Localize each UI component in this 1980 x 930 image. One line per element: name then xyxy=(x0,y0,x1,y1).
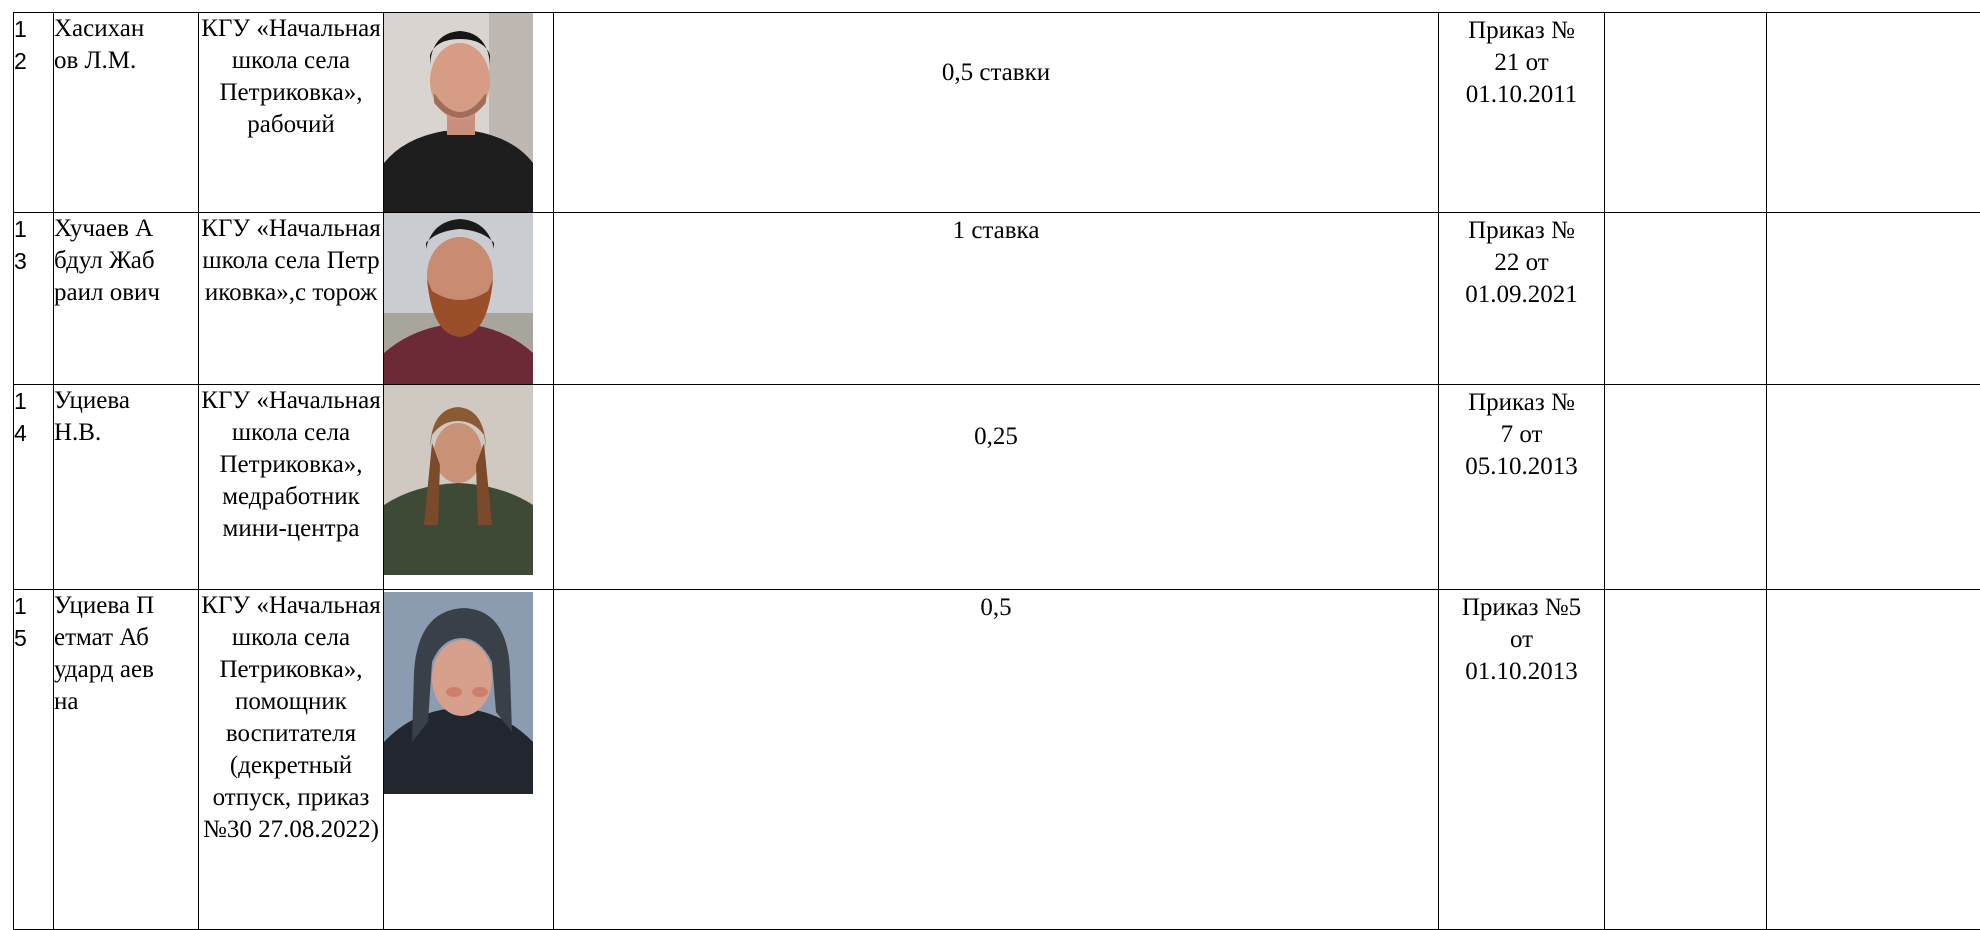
employee-name xyxy=(54,13,199,213)
employee-photo xyxy=(384,590,554,930)
employee-name xyxy=(54,590,199,930)
order-text: Приказ № 7 от 05.10.2013 xyxy=(1462,387,1582,483)
empty-cell xyxy=(1767,385,1980,590)
organization-position-text: КГУ «Начальная школа села Петриковка»,с торож xyxy=(199,213,383,309)
employee-photo xyxy=(384,13,554,213)
organization-position xyxy=(199,213,384,385)
order-text: Приказ № 21 от 01.10.2011 xyxy=(1458,15,1586,111)
employee-name xyxy=(54,385,199,590)
order-cell xyxy=(1439,213,1605,385)
rate-text: 0,5 xyxy=(980,594,1011,621)
empty-cell xyxy=(1767,213,1980,385)
portrait-woman-photo xyxy=(384,385,533,575)
row-number xyxy=(14,213,54,385)
row-number-text: 1 5 xyxy=(14,593,27,651)
row-number-text: 1 4 xyxy=(14,388,27,446)
empty-cell xyxy=(1605,13,1767,213)
organization-position-text: КГУ «Начальная школа села Петриковка», медработник мини-центра xyxy=(201,387,380,542)
organization-position xyxy=(199,385,384,590)
row-number-text: 1 2 xyxy=(14,16,27,74)
row-number xyxy=(14,385,54,590)
rate-cell xyxy=(554,385,1439,590)
empty-cell xyxy=(1605,213,1767,385)
portrait-man-photo xyxy=(384,13,533,213)
employee-name-text: Хасихан ов Л.М. xyxy=(54,13,160,77)
employee-photo xyxy=(384,213,554,385)
employee-name-text: Уциева Петмат Абудард аевна xyxy=(54,590,160,718)
order-cell xyxy=(1439,590,1605,930)
table-row xyxy=(14,213,1980,385)
row-number-text: 1 3 xyxy=(14,216,27,274)
organization-position xyxy=(199,590,384,930)
row-number xyxy=(14,13,54,213)
rate-cell xyxy=(554,213,1439,385)
organization-position-text: КГУ «Начальная школа села Петриковка», помощник воспитателя (декретный отпуск, приказ №30 27.08.2022) xyxy=(201,592,380,843)
empty-cell xyxy=(1605,385,1767,590)
organization-position-text: КГУ «Начальная школа села Петриковка», рабочий xyxy=(201,15,380,138)
employee-photo xyxy=(384,385,554,590)
staff-table xyxy=(13,12,1980,930)
rate-text: 1 ставка xyxy=(953,217,1040,244)
rate-text: 0,25 xyxy=(974,423,1018,450)
organization-position xyxy=(199,13,384,213)
rate-text: 0,5 ставки xyxy=(942,59,1050,86)
employee-name-text: Уциева Н.В. xyxy=(54,385,160,449)
employee-name-text: Хучаев Абдул Жабраил ович xyxy=(54,213,160,309)
rate-cell xyxy=(554,590,1439,930)
row-number xyxy=(14,590,54,930)
order-cell xyxy=(1439,13,1605,213)
table-row xyxy=(14,590,1980,930)
order-cell xyxy=(1439,385,1605,590)
empty-cell xyxy=(1767,590,1980,930)
order-text: Приказ №5 от 01.10.2013 xyxy=(1457,592,1587,688)
portrait-woman-photo xyxy=(384,592,533,794)
employee-name xyxy=(54,213,199,385)
empty-cell xyxy=(1605,590,1767,930)
rate-cell xyxy=(554,13,1439,213)
empty-cell xyxy=(1767,13,1980,213)
table-row xyxy=(14,13,1980,213)
table-row xyxy=(14,385,1980,590)
order-text: Приказ № 22 от 01.09.2021 xyxy=(1458,215,1586,311)
portrait-man-photo xyxy=(384,213,533,385)
